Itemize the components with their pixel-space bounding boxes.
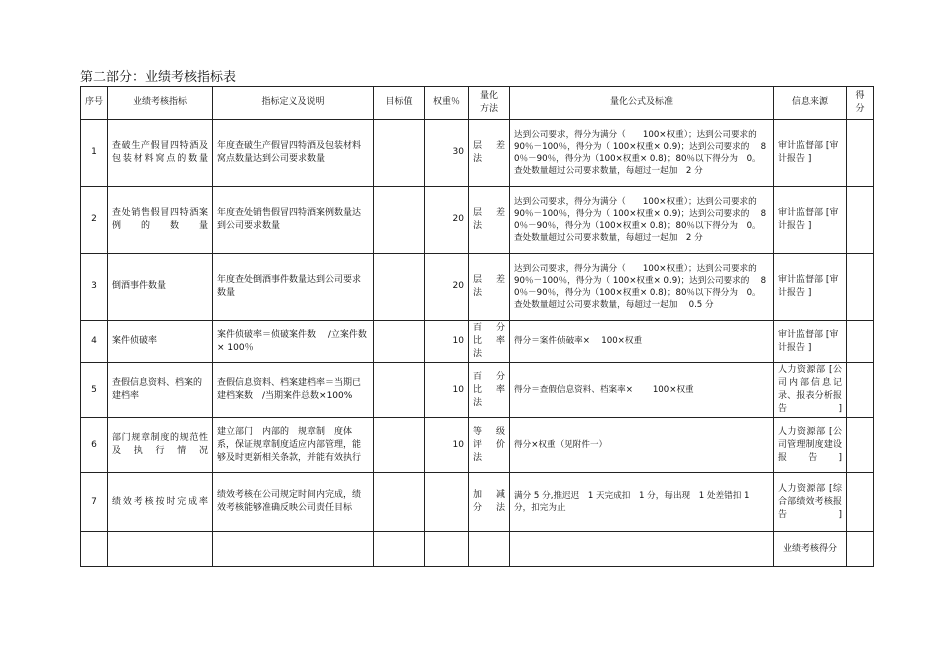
cell-source: 人力资源部 [综合部绩效考核报告]: [774, 473, 847, 532]
cell-formula: 得分×权重（见附件一）: [510, 418, 774, 473]
cell-score[interactable]: [847, 363, 874, 418]
cell-weight: 20: [425, 254, 469, 321]
header-target: 目标值: [374, 87, 425, 120]
cell-definition: 案件侦破率＝侦破案件数 /立案件数× 100％: [213, 321, 374, 363]
cell-definition: 查假信息资料、档案建档率＝当期已建档案数 /当期案件总数×100%: [213, 363, 374, 418]
header-method-line2: 方法: [479, 104, 498, 114]
cell-source: 审计监督部 [审计报告 ]: [774, 254, 847, 321]
table-footer-row: [81, 532, 874, 567]
cell-weight: 30: [425, 120, 469, 187]
cell-indicator: 绩效考核按时完成率: [108, 473, 213, 532]
cell-target: [374, 321, 425, 363]
header-formula: 量化公式及标准: [510, 87, 774, 120]
cell-method: 层 差 法: [469, 254, 510, 321]
cell-seq: 5: [81, 363, 108, 418]
cell-formula: 达到公司要求，得分为满分（ 100×权重）；达到公司要求的 90％－100％，得分为（ 100×权重× 0.9)；达到公司要求的 80％－90％，得分为（100×权重× 0.8)；80％以下得分为 0。查处数量超过公司要求数量，每超过一起加 2 分: [510, 120, 774, 187]
footer-cell-weight: [425, 532, 469, 567]
kpi-table: [80, 86, 874, 567]
cell-seq: 6: [81, 418, 108, 473]
cell-seq: 3: [81, 254, 108, 321]
footer-cell-formula: [510, 532, 774, 567]
cell-score[interactable]: [847, 254, 874, 321]
table-header-row: [81, 87, 874, 120]
footer-cell-target: [374, 532, 425, 567]
cell-source: 人力资源部 [公司内部信息记录、报表分析报告]: [774, 363, 847, 418]
cell-indicator: 查假信息资料、档案的建档率: [108, 363, 213, 418]
cell-source: 审计监督部 [审计报告 ]: [774, 187, 847, 254]
footer-cell-seq: [81, 532, 108, 567]
header-source: 信息来源: [774, 87, 847, 120]
table-row: [81, 120, 874, 187]
table-row: [81, 187, 874, 254]
cell-source: 人力资源部 [公司管理制度建设报告]: [774, 418, 847, 473]
header-score-line2: 分: [855, 104, 865, 114]
table-row: [81, 321, 874, 363]
cell-indicator: 倒酒事件数量: [108, 254, 213, 321]
footer-cell-definition: [213, 532, 374, 567]
cell-source: 审计监督部 [审计报告 ]: [774, 321, 847, 363]
cell-target: [374, 363, 425, 418]
header-definition: 指标定义及说明: [213, 87, 374, 120]
footer-cell-method: [469, 532, 510, 567]
performance-score-label: 业绩考核得分: [774, 532, 847, 567]
header-indicator: 业绩考核指标: [108, 87, 213, 120]
header-method-line1: 量化: [479, 90, 498, 101]
cell-indicator: 案件侦破率: [108, 321, 213, 363]
cell-method: 层 差 法: [469, 120, 510, 187]
cell-score[interactable]: [847, 120, 874, 187]
cell-score[interactable]: [847, 187, 874, 254]
table-row: [81, 473, 874, 532]
header-score-line1: 得: [855, 90, 865, 101]
cell-method: 等 级 评 价 法: [469, 418, 510, 473]
cell-formula: 得分＝案件侦破率× 100×权重: [510, 321, 774, 363]
cell-score[interactable]: [847, 321, 874, 363]
cell-target: [374, 254, 425, 321]
cell-method: 百 分 比 率 法: [469, 321, 510, 363]
header-seq: 序号: [81, 87, 108, 120]
cell-score[interactable]: [847, 473, 874, 532]
cell-seq: 2: [81, 187, 108, 254]
cell-seq: 4: [81, 321, 108, 363]
cell-indicator: 查处销售假冒四特酒案例的数量: [108, 187, 213, 254]
cell-definition: 年度查处销售假冒四特酒案例数量达到公司要求数量: [213, 187, 374, 254]
cell-definition: 年度查处倒酒事件数量达到公司要求数量: [213, 254, 374, 321]
header-weight: 权重％: [425, 87, 469, 120]
cell-method: 层 差 法: [469, 187, 510, 254]
total-score-cell[interactable]: [847, 532, 874, 567]
table-row: [81, 418, 874, 473]
cell-formula: 达到公司要求，得分为满分（ 100×权重）；达到公司要求的 90％－100％，得分为（ 100×权重× 0.9)；达到公司要求的 80％－90％，得分为（100×权重× 0.8)；80％以下得分为 0。查处数量超过公司要求数量，每超过一起加 0.5 分: [510, 254, 774, 321]
cell-weight: [425, 473, 469, 532]
table-row: [81, 363, 874, 418]
cell-weight: 10: [425, 363, 469, 418]
cell-target: [374, 120, 425, 187]
header-method: [469, 87, 510, 120]
footer-cell-indicator: [108, 532, 213, 567]
header-score: [847, 87, 874, 120]
cell-weight: 10: [425, 321, 469, 363]
cell-formula: 满分 5 分,推迟迟 1 天完成扣 1 分，每出现 1 处差错扣 1 分，扣完为止: [510, 473, 774, 532]
cell-weight: 20: [425, 187, 469, 254]
cell-method: 加 减 分法: [469, 473, 510, 532]
cell-definition: 绩效考核在公司规定时间内完成，绩效考核能够准确反映公司责任目标: [213, 473, 374, 532]
cell-formula: 达到公司要求，得分为满分（ 100×权重）；达到公司要求的 90％－100％，得分为（ 100×权重× 0.9)；达到公司要求的 80％－90％，得分为（100×权重× 0.8)；80％以下得分为 0。查处数量超过公司要求数量，每超过一起加 2 分: [510, 187, 774, 254]
cell-indicator: 部门规章制度的规范性及执行情况: [108, 418, 213, 473]
table-row: [81, 254, 874, 321]
cell-formula: 得分＝查假信息资料、档案率× 100×权重: [510, 363, 774, 418]
cell-indicator: 查破生产假冒四特酒及包装材料窝点的数量: [108, 120, 213, 187]
cell-seq: 7: [81, 473, 108, 532]
cell-definition: 建立部门 内部的 规章制 度体系，保证规章制度适应内部管理，能够及时更新相关条款，并能有效执行: [213, 418, 374, 473]
cell-score[interactable]: [847, 418, 874, 473]
cell-target: [374, 187, 425, 254]
cell-method: 百 分 比 率 法: [469, 363, 510, 418]
cell-target: [374, 473, 425, 532]
cell-weight: 10: [425, 418, 469, 473]
cell-target: [374, 418, 425, 473]
cell-definition: 年度查破生产假冒四特酒及包装材料窝点数量达到公司要求数量: [213, 120, 374, 187]
page-title: 第二部分：业绩考核指标表: [80, 70, 237, 85]
cell-seq: 1: [81, 120, 108, 187]
cell-source: 审计监督部 [审计报告 ]: [774, 120, 847, 187]
